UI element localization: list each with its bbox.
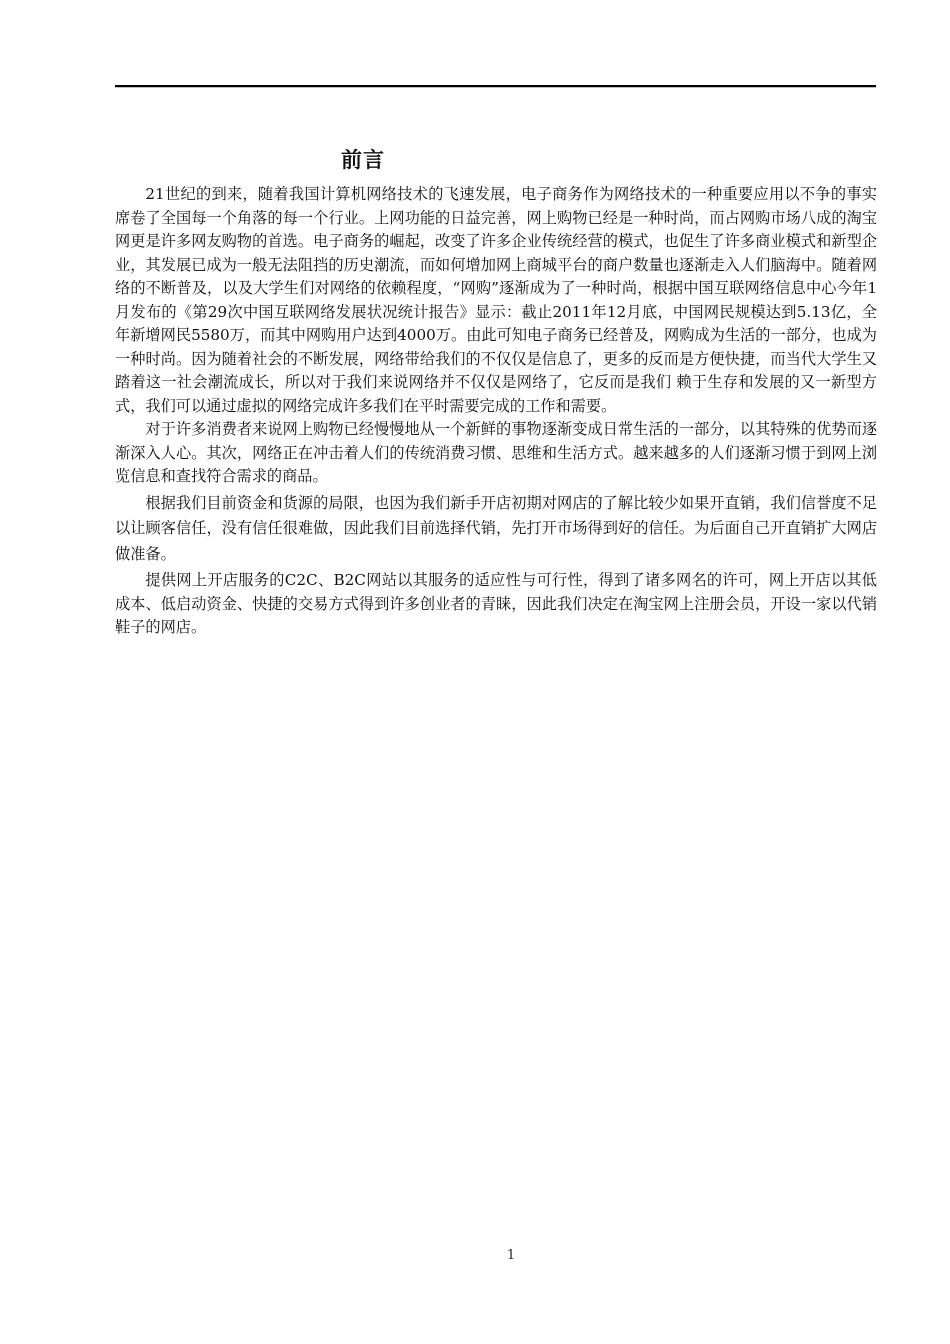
page-number: 1: [506, 1248, 516, 1263]
paragraph-intro: 21世纪的到来，随着我国计算机网络技术的飞速发展，电子商务作为网络技术的一种重要应用以不争的事实席卷了全国每一个角落的每一个行业。上网功能的日益完善，网上购物已经是一种时尚，而占网购市场八成的淘宝网更是许多网友购物的首选。电子商务的崛起，改变了许多企业传统经营的模式，也促生了许多商业模式和新型企业，其发展已成为一般无法阻挡的历史潮流，而如何增加网上商城平台的商户数量也逐渐走入人们脑海中。随着网络的不断普及，以及大学生们对网络的依赖程度，“网购”逐渐成为了一种时尚，根据中国互联网络信息中心今年1月发布的《第29次中国互联网络发展状况统计报告》显示：截止2011年12月底，中国网民规模达到5.13亿，全年新增网民5580万，而其中网购用户达到4000万。由此可知电子商务已经普及，网购成为生活的一部分，也成为一种时尚。因为随着社会的不断发展，网络带给我们的不仅仅是信息了，更多的反而是方便快捷，而当代大学生又踏着这一社会潮流成长，所以对于我们来说网络并不仅仅是网络了，它反而是我们 赖于生存和发展的又一新型方式，我们可以通过虚拟的网络完成许多我们在平时需要完成的工作和需要。: [115, 185, 877, 415]
page-title: 前言: [341, 148, 385, 172]
document-body: [115, 183, 877, 640]
paragraph-resources: 根据我们目前资金和货源的局限，也因为我们新手开店初期对网店的了解比较少如果开直销，我们信誉度不足以让顾客信任，没有信任很难做，因此我们目前选择代销，先打开市场得到好的信任。为后面自己开直销扩大网店做准备。: [115, 493, 877, 563]
paragraph-consumers: 对于许多消费者来说网上购物已经慢慢地从一个新鲜的事物逐渐变成日常生活的一部分，以其特殊的优势而逐渐深入人心。其次，网络正在冲击着人们的传统消费习惯、思维和生活方式。越来越多的人们逐渐习惯于到网上浏览信息和查找符合需求的商品。: [115, 420, 877, 485]
paragraph-decision: 提供网上开店服务的C2C、B2C网站以其服务的适应性与可行性，得到了诸多网名的许可，网上开店以其低成本、低启动资金、快捷的交易方式得到许多创业者的青睐，因此我们决定在淘宝网上注册会员，开设一家以代销鞋子的网店。: [115, 571, 877, 636]
header-rule: [115, 85, 876, 88]
